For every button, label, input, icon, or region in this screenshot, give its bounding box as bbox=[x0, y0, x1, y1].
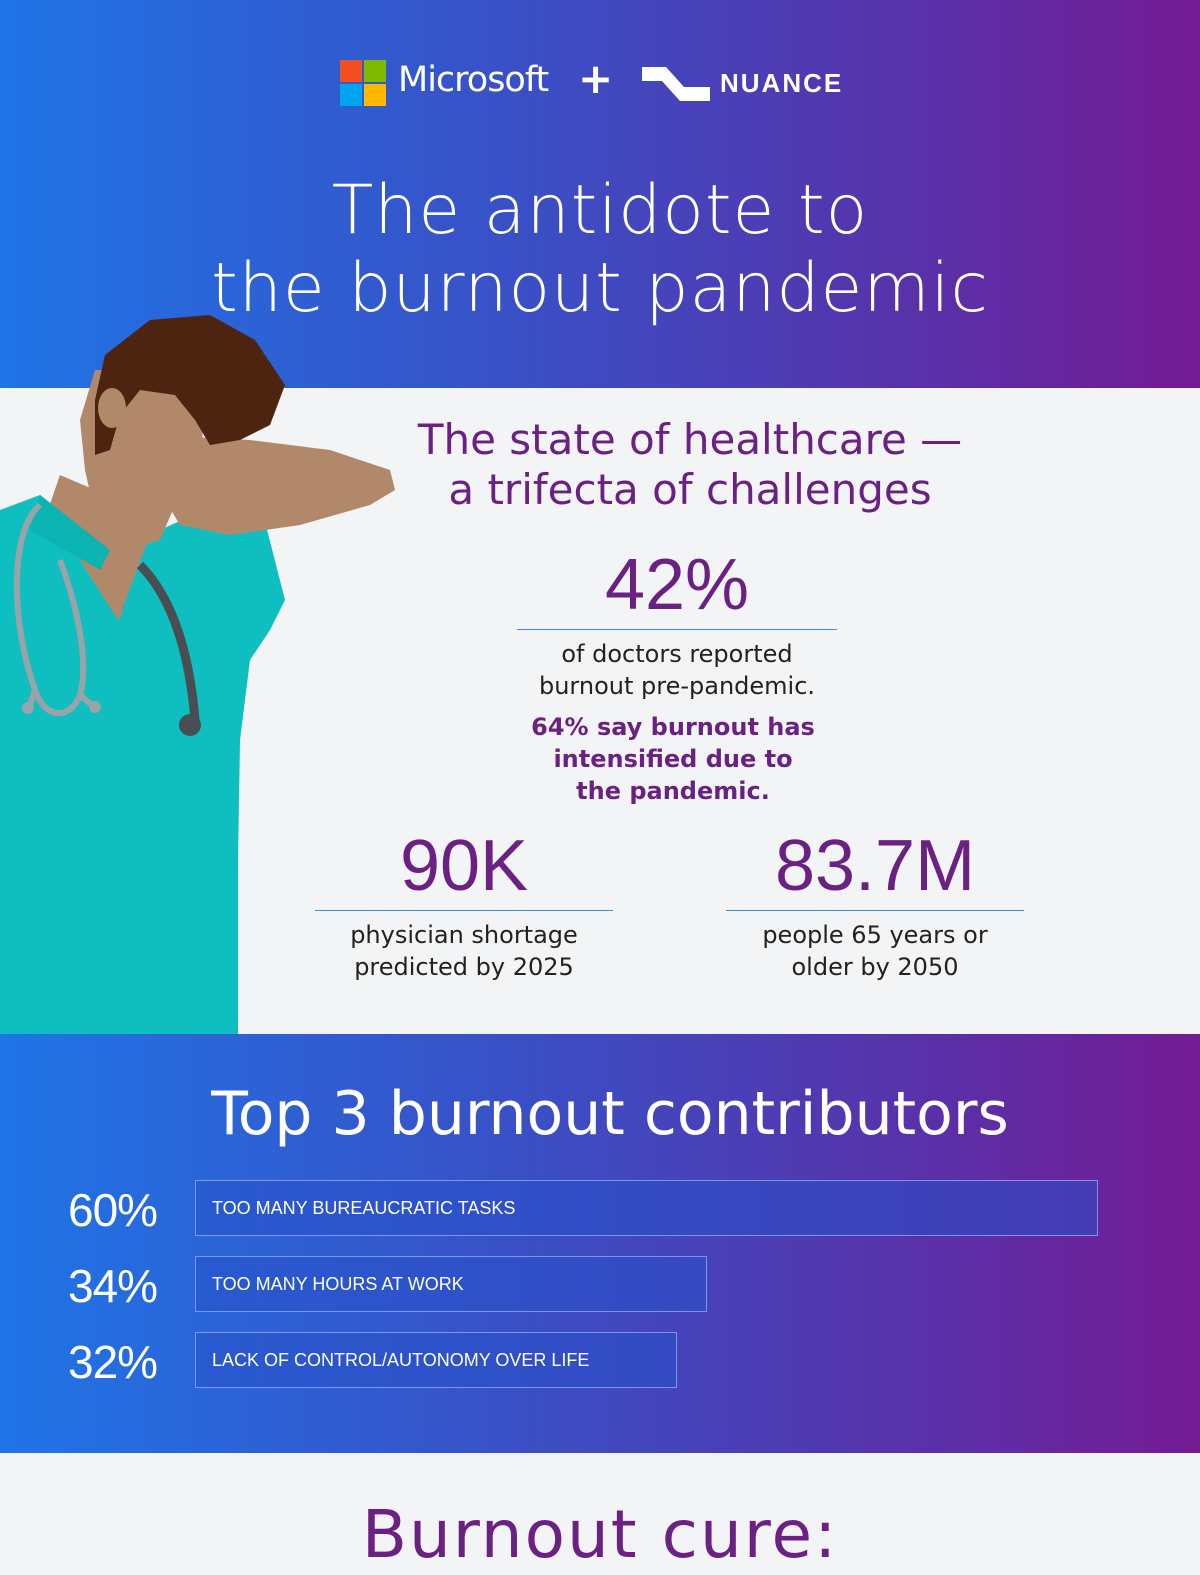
stat-divider bbox=[517, 629, 837, 630]
microsoft-logo-yellow-square bbox=[364, 84, 386, 106]
bar-row bbox=[0, 1180, 1200, 1240]
stat-doctors-burnout bbox=[517, 545, 837, 702]
stat-description bbox=[315, 919, 613, 983]
stat-description-line-1: people 65 years or bbox=[762, 921, 988, 949]
stat-divider bbox=[726, 910, 1024, 911]
stat-description-line-1: of doctors reported bbox=[561, 640, 793, 668]
bar bbox=[195, 1180, 1098, 1236]
microsoft-wordmark: Microsoft bbox=[398, 60, 549, 100]
chart-title: Top 3 burnout contributors bbox=[211, 1079, 1009, 1149]
microsoft-logo-blue-square bbox=[340, 84, 362, 106]
bar bbox=[195, 1256, 707, 1312]
emphasis-line-3: the pandemic. bbox=[576, 777, 770, 805]
stat-description-line-2: predicted by 2025 bbox=[354, 953, 574, 981]
hero-title-line-2: the burnout pandemic bbox=[211, 249, 989, 328]
bar-value-label: 34% bbox=[68, 1260, 158, 1312]
stat-aging-population bbox=[726, 826, 1024, 983]
microsoft-logo-icon bbox=[340, 60, 386, 106]
next-section-title: Burnout cure: bbox=[361, 1496, 839, 1573]
partner-logos bbox=[0, 54, 1200, 110]
stat-description bbox=[726, 919, 1024, 983]
plus-sign: + bbox=[578, 54, 614, 103]
bar-category-label: TOO MANY BUREAUCRATIC TASKS bbox=[212, 1198, 516, 1218]
emphasis-line-1: 64% say burnout has bbox=[531, 713, 815, 741]
microsoft-logo-red-square bbox=[340, 60, 362, 82]
stat-description-line-1: physician shortage bbox=[350, 921, 578, 949]
bar-row bbox=[0, 1256, 1200, 1316]
emphasis-note bbox=[478, 711, 868, 807]
bar bbox=[195, 1332, 677, 1388]
bar-category-label: TOO MANY HOURS AT WORK bbox=[212, 1274, 464, 1294]
bar-row bbox=[0, 1332, 1200, 1392]
section-title-line-1: The state of healthcare — bbox=[417, 415, 963, 464]
bar-value-label: 32% bbox=[68, 1336, 158, 1388]
bar-value-label: 60% bbox=[68, 1184, 158, 1236]
section-title-line-2: a trifecta of challenges bbox=[448, 465, 932, 514]
microsoft-logo-green-square bbox=[364, 60, 386, 82]
bar-category-label: LACK OF CONTROL/AUTONOMY OVER LIFE bbox=[212, 1350, 590, 1370]
stat-description-line-2: burnout pre-pandemic. bbox=[538, 672, 816, 700]
nuance-wordmark: NUANCE bbox=[720, 68, 844, 98]
hero-title-line-1: The antidote to bbox=[331, 171, 869, 250]
stat-value: 42% bbox=[604, 545, 750, 625]
emphasis-line-2: intensified due to bbox=[553, 745, 793, 773]
section-title bbox=[390, 415, 990, 515]
stat-description bbox=[517, 638, 837, 702]
stat-physician-shortage bbox=[315, 826, 613, 983]
stat-value: 90K bbox=[399, 826, 529, 906]
stat-description-line-2: older by 2050 bbox=[791, 953, 959, 981]
nuance-logo-icon bbox=[640, 61, 712, 105]
stat-value: 83.7M bbox=[774, 826, 976, 906]
stat-divider bbox=[315, 910, 613, 911]
